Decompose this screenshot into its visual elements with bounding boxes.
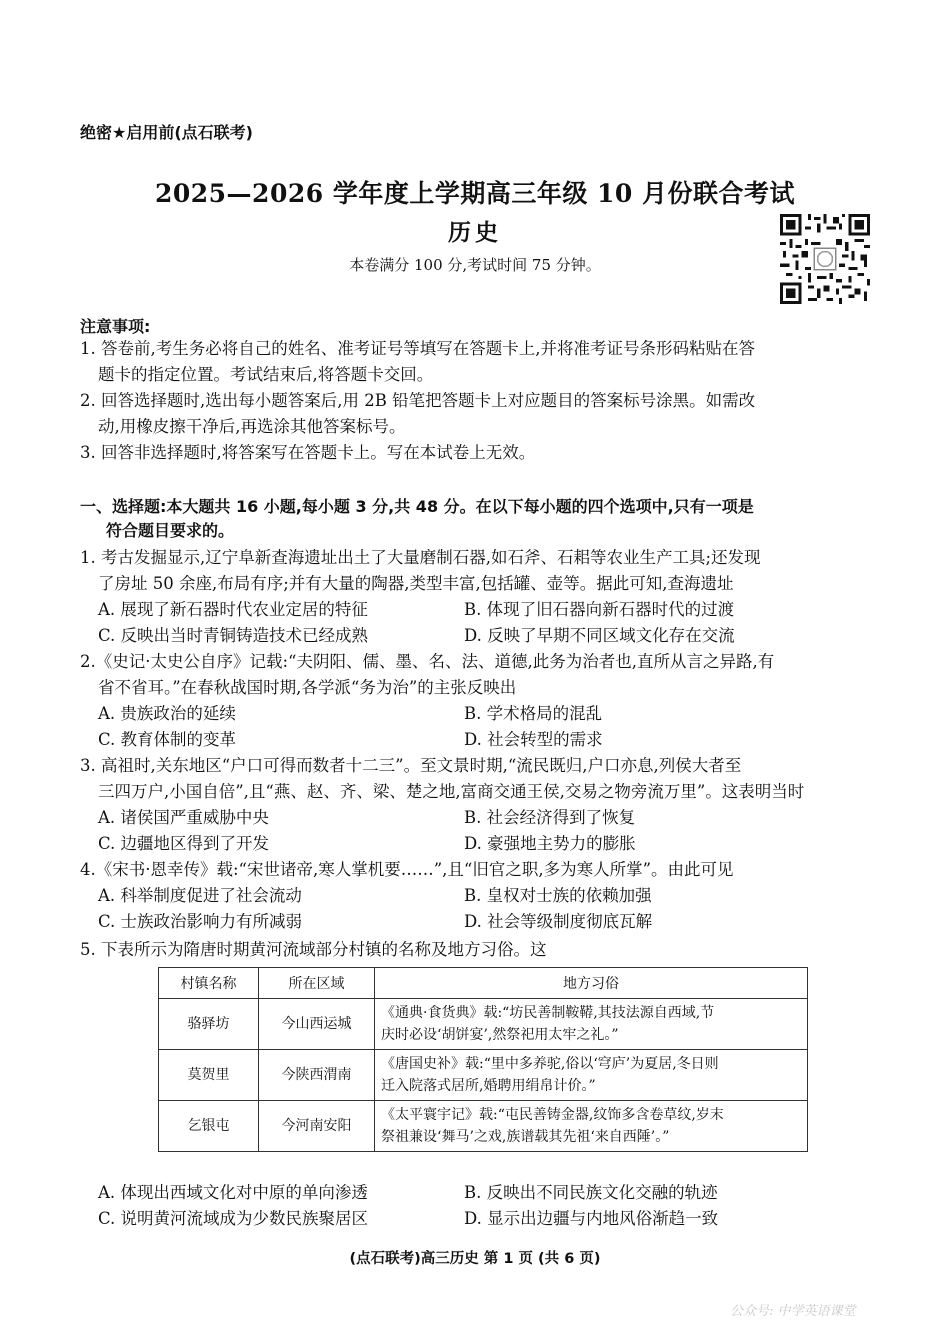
table-row — [159, 1101, 808, 1152]
table-row — [159, 999, 808, 1050]
q5-stem-line-1: 5. 下表所示为隋唐时期黄河流域部分村镇的名称及地方习俗。这 — [80, 940, 547, 959]
section-heading-line-2: 符合题目要求的。 — [106, 521, 235, 540]
custom-cell — [375, 999, 808, 1050]
q2-option-b[interactable]: B. 学术格局的混乱 — [464, 704, 603, 723]
q5-option-b[interactable]: B. 反映出不同民族文化交融的轨迹 — [464, 1183, 718, 1202]
q5-option-c[interactable]: C. 说明黄河流域成为少数民族聚居区 — [98, 1209, 369, 1228]
q3-option-a[interactable]: A. 诸侯国严重威胁中央 — [98, 808, 269, 827]
q1-option-b[interactable]: B. 体现了旧石器向新石器时代的过渡 — [464, 600, 735, 619]
custom-cell — [375, 1101, 808, 1152]
exam-title: 2025—2026 学年度上学期高三年级 10 月份联合考试 — [154, 179, 796, 208]
subject-title: 历史 — [448, 219, 502, 246]
table-header-cell: 所在区域 — [259, 968, 375, 999]
qr-code-icon — [780, 214, 870, 304]
custom-cell — [375, 1050, 808, 1101]
custom-text-line: 祭祖兼设‘舞马’之戏,族谱载其先祖‘来自西陲’。” — [381, 1129, 670, 1145]
confidential-label: 绝密★启用前(点石联考) — [80, 123, 253, 142]
table-header-row — [159, 968, 808, 999]
q2-option-c[interactable]: C. 教育体制的变革 — [98, 730, 237, 749]
q4-stem-line-1: 4.《宋书·恩幸传》载:“宋世诸帝,寒人掌机要……”,且“旧官之职,多为寒人所掌”。由此可见 — [80, 860, 734, 879]
q2-option-a[interactable]: A. 贵族政治的延续 — [98, 704, 236, 723]
q3-stem-line-1: 3. 高祖时,关东地区“户口可得而数者十二三”。至文景时期,“流民既归,户口亦息,列侯大者至 — [80, 756, 742, 775]
notice-item-1-line-1: 1. 答卷前,考生务必将自己的姓名、准考证号等填写在答题卡上,并将准考证号条形码粘贴在答 — [80, 339, 755, 358]
q1-option-a[interactable]: A. 展现了新石器时代农业定居的特征 — [98, 600, 368, 619]
section-heading-line-1: 一、选择题:本大题共 16 小题,每小题 3 分,共 48 分。在以下每小题的四个选项中,只有一项是 — [80, 497, 754, 516]
table-header-cell: 村镇名称 — [159, 968, 259, 999]
notice-title: 注意事项: — [80, 317, 151, 336]
notice-item-2-line-2: 动,用橡皮擦干净后,再选涂其他答案标号。 — [98, 417, 406, 436]
q4-option-b[interactable]: B. 皇权对士族的依赖加强 — [464, 886, 652, 905]
notice-item-3-line-1: 3. 回答非选择题时,将答案写在答题卡上。写在本试卷上无效。 — [80, 443, 536, 462]
custom-text-line: 《通典·食货典》载:“坊民善制鞍鞯,其技法源自西域,节 — [381, 1005, 715, 1021]
village-name-cell: 骆驿坊 — [159, 999, 259, 1050]
q2-stem-line-2: 省不省耳。”在春秋战国时期,各学派“务为治”的主张反映出 — [98, 678, 517, 697]
custom-text-line: 庆时必设‘胡饼宴’,然祭祀用太牢之礼。” — [381, 1027, 619, 1043]
q4-option-c[interactable]: C. 士族政治影响力有所减弱 — [98, 912, 303, 931]
q1-option-c[interactable]: C. 反映出当时青铜铸造技术已经成熟 — [98, 626, 369, 645]
q5-option-a[interactable]: A. 体现出西域文化对中原的单向渗透 — [98, 1183, 368, 1202]
region-cell: 今陕西渭南 — [259, 1050, 375, 1101]
q2-option-d[interactable]: D. 社会转型的需求 — [464, 730, 603, 749]
q3-stem-line-2: 三四万户,小国自倍”,且“燕、赵、齐、梁、楚之地,富商交通王侯,交易之物旁流万里”。这表明当时 — [98, 782, 805, 801]
watermark: 公众号: 中学英语课堂 — [730, 1304, 856, 1319]
q5-customs-table — [158, 967, 808, 1152]
q3-option-c[interactable]: C. 边疆地区得到了开发 — [98, 834, 270, 853]
q2-stem-line-1: 2.《史记·太史公自序》记载:“夫阴阳、儒、墨、名、法、道德,此务为治者也,直所从言之异路,有 — [80, 652, 775, 671]
region-cell: 今山西运城 — [259, 999, 375, 1050]
notice-item-2-line-1: 2. 回答选择题时,选出每小题答案后,用 2B 铅笔把答题卡上对应题目的答案标号涂黑。如需改 — [80, 391, 756, 410]
q3-option-b[interactable]: B. 社会经济得到了恢复 — [464, 808, 636, 827]
village-name-cell: 乞银屯 — [159, 1101, 259, 1152]
notice-item-1-line-2: 题卡的指定位置。考试结束后,将答题卡交回。 — [98, 365, 434, 384]
q5-option-d[interactable]: D. 显示出边疆与内地风俗渐趋一致 — [464, 1209, 719, 1228]
region-cell: 今河南安阳 — [259, 1101, 375, 1152]
custom-text-line: 《太平寰宇记》载:“屯民善铸金器,纹饰多含卷草纹,岁末 — [381, 1107, 724, 1123]
page-footer: (点石联考)高三历史 第 1 页 (共 6 页) — [349, 1251, 601, 1267]
q1-stem-line-1: 1. 考古发掘显示,辽宁阜新查海遗址出土了大量磨制石器,如石斧、石耜等农业生产工具;还发现 — [80, 548, 761, 567]
q4-option-d[interactable]: D. 社会等级制度彻底瓦解 — [464, 912, 653, 931]
score-time-line: 本卷满分 100 分,考试时间 75 分钟。 — [349, 256, 601, 274]
village-name-cell: 莫贺里 — [159, 1050, 259, 1101]
custom-text-line: 迁入院落式居所,婚聘用绢帛计价。” — [381, 1078, 596, 1094]
q1-stem-line-2: 了房址 50 余座,布局有序;并有大量的陶器,类型丰富,包括罐、壶等。据此可知,查海遗址 — [98, 574, 734, 593]
table-header-cell: 地方习俗 — [375, 968, 808, 999]
custom-text-line: 《唐国史补》载:“里中多养驼,俗以‘穹庐’为夏居,冬日则 — [381, 1056, 719, 1072]
q1-option-d[interactable]: D. 反映了早期不同区域文化存在交流 — [464, 626, 735, 645]
table-row — [159, 1050, 808, 1101]
q4-option-a[interactable]: A. 科举制度促进了社会流动 — [98, 886, 302, 905]
q3-option-d[interactable]: D. 豪强地主势力的膨胀 — [464, 834, 636, 853]
